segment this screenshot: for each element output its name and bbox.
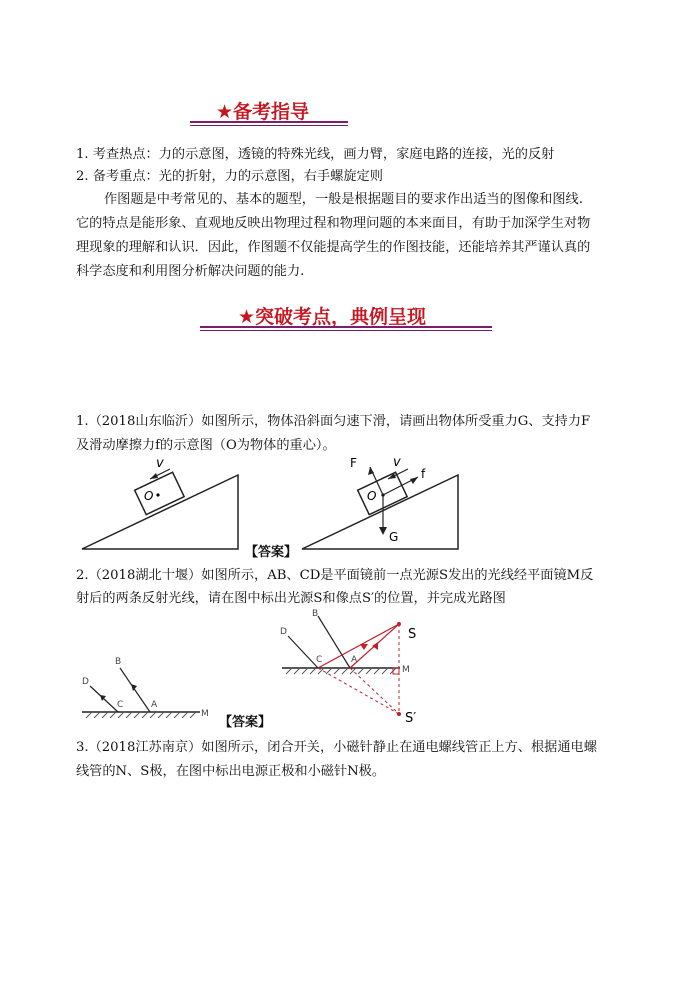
point-a-label: A — [351, 655, 358, 665]
question-2-figures — [78, 606, 438, 728]
heading-underline — [190, 121, 348, 123]
point-c-label: C — [316, 655, 323, 665]
question-1-text: 及滑动摩擦力f的示意图（O为物体的重心）。 — [76, 438, 336, 453]
ray-arrowhead — [372, 642, 378, 650]
velocity-label: v — [393, 455, 401, 470]
point-c-label: C — [117, 700, 124, 710]
source-s-label: S — [408, 627, 417, 642]
gravity-arrowhead — [379, 527, 387, 535]
source-point — [397, 622, 401, 626]
section-heading-guide: ★备考指导 — [216, 101, 310, 123]
question-1-figures — [78, 455, 478, 555]
support-force-label: F — [350, 456, 357, 470]
mirror-hatching — [86, 712, 196, 718]
velocity-label: v — [156, 456, 164, 471]
point-b-label: B — [312, 609, 319, 619]
friction-label: f — [421, 467, 426, 481]
question-2-text: 射后的两条反射光线，请在图中标出光源S和像点S′的位置，并完成光路图 — [76, 591, 506, 606]
paragraph-line: 理现象的理解和认识．因此，作图题不仅能提高学生的作图技能，还能培养其严谨认真的 — [76, 240, 591, 255]
velocity-arrowhead — [150, 473, 158, 479]
ray-cd — [90, 686, 118, 712]
point-d-label: D — [82, 677, 89, 687]
center-label: O — [367, 489, 377, 503]
heading-underline — [200, 330, 492, 331]
mirror-m-label: M — [201, 709, 209, 719]
section-heading-examples: ★突破考点，典例呈现 — [238, 306, 427, 328]
question-1-text: 1.（2018山东临沂）如图所示，物体沿斜面匀速下滑，请画出物体所受重力G、支持力F — [76, 414, 591, 429]
paragraph-line: 作图题是中考常见的、基本的题型，一般是根据题目的要求作出适当的图像和图线. — [104, 192, 583, 207]
answer-incline-figure — [302, 455, 458, 549]
heading-underline — [190, 125, 348, 126]
virtual-ray — [350, 668, 399, 714]
point-a-label: A — [151, 700, 158, 710]
answer-mirror-figure — [280, 609, 416, 726]
question-3-text: 线管的N、S极，在图中标出电源正极和小磁针N极。 — [76, 764, 386, 779]
mirror-hatching — [286, 668, 396, 674]
hot-topics-item: 1. 考查热点：力的示意图，透镜的特殊光线，画力臂，家庭电路的连接，光的反射 — [76, 147, 555, 162]
key-points-item: 2. 备考重点：光的折射，力的示意图，右手螺旋定则 — [76, 169, 383, 184]
gravity-label: G — [389, 530, 399, 544]
ray-arrowhead — [131, 684, 137, 691]
paragraph-line: 科学态度和利用图分析解决问题的能力. — [76, 264, 305, 279]
point-d-label: D — [280, 627, 287, 637]
friction-arrowhead — [410, 477, 418, 484]
incident-ray — [318, 624, 399, 668]
mirror-figure — [82, 657, 209, 719]
right-angle-mark — [393, 668, 399, 674]
answer-tag: 【答案】 — [245, 545, 298, 560]
virtual-ray — [318, 668, 399, 714]
center-label: O — [144, 489, 154, 503]
heading-underline — [200, 326, 492, 328]
question-3-text: 3.（2018江苏南京）如图所示，闭合开关，小磁针静止在通电螺线管正上方、根据通电螺 — [76, 740, 597, 755]
incline-figure — [82, 456, 238, 549]
image-point — [397, 712, 401, 716]
paragraph-line: 它的特点是能形象、直观地反映出物理过程和物理问题的本来面目，有助于加深学生对物 — [76, 216, 591, 231]
ray-ab — [318, 616, 350, 668]
block — [135, 472, 185, 514]
ray-arrowhead — [360, 644, 368, 650]
mirror-m-label: M — [402, 665, 410, 675]
answer-tag: 【答案】 — [219, 715, 272, 730]
center-dot — [156, 493, 159, 496]
point-b-label: B — [115, 657, 122, 667]
ray-cd — [288, 636, 318, 668]
ray-ab — [120, 668, 150, 712]
question-2-text: 2.（2018湖北十堰）如图所示，AB、CD是平面镜前一点光源S发出的光线经平面镜M反 — [76, 568, 594, 583]
image-s-label: S′ — [405, 711, 417, 726]
